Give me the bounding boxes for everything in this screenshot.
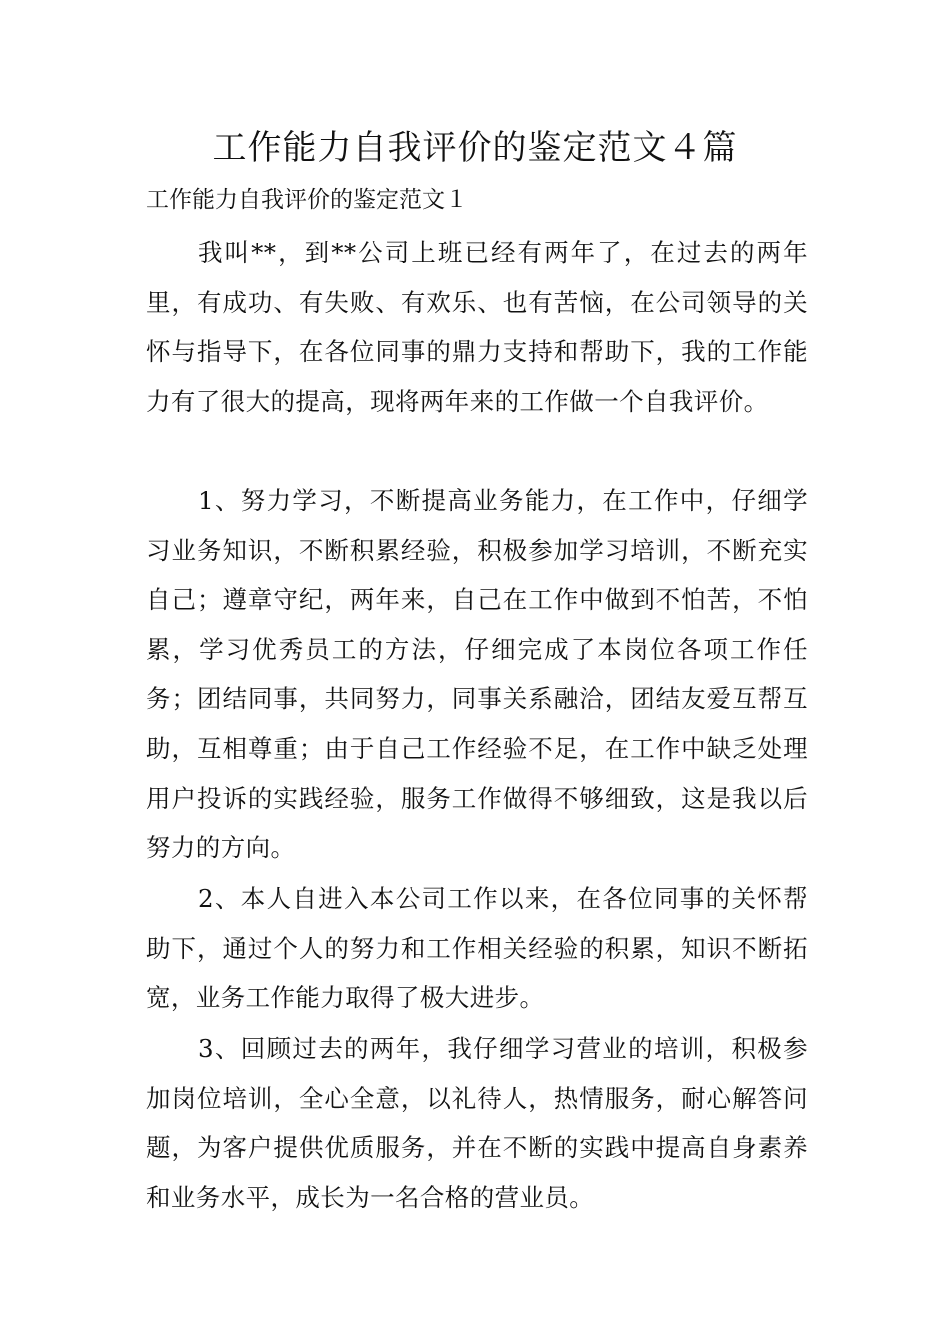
document-title: 工作能力自我评价的鉴定范文４篇 [212,128,738,168]
paragraph-point-3: 3、回顾过去的两年，我仔细学习营业的培训，积极参加岗位培训，全心全意，以礼待人，热情服务，耐心解答问题，为客户提供优质服务，并在不断的实践中提高自身素养和业务水平，成长为一名合格的营业员。 [146,1034,808,1212]
paragraph-intro: 我叫**，到**公司上班已经有两年了，在过去的两年里，有成功、有失败、有欢乐、也有苦恼，在公司领导的关怀与指导下，在各位同事的鼎力支持和帮助下，我的工作能力有了很大的提高，现将两年来的工作做一个自我评价。 [146,238,808,416]
document-body [146,228,808,1224]
paragraph-point-2: 2、本人自进入本公司工作以来，在各位同事的关怀帮助下，通过个人的努力和工作相关经验的积累，知识不断拓宽，业务工作能力取得了极大进步。 [146,884,808,1013]
section-subtitle: 工作能力自我评价的鉴定范文１ [146,187,468,213]
paragraph-point-1: 1、努力学习，不断提高业务能力，在工作中，仔细学习业务知识，不断积累经验，积极参加学习培训，不断充实自己；遵章守纪，两年来，自己在工作中做到不怕苦，不怕累，学习优秀员工的方法，仔细完成了本岗位各项工作任务；团结同事，共同努力，同事关系融洽，团结友爱互帮互助，互相尊重；由于自己工作经验不足，在工作中缺乏处理用户投诉的实践经验，服务工作做得不够细致，这是我以后努力的方向。 [146,486,808,863]
